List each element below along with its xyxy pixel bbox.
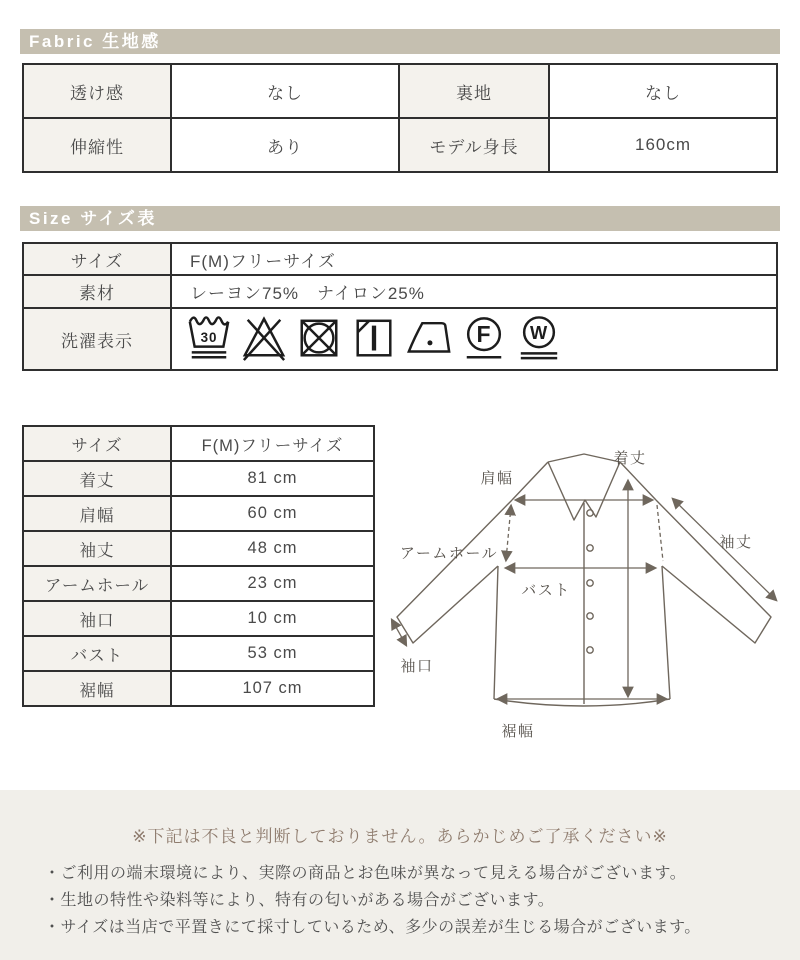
meas-value-sleeve: 48 cm: [171, 531, 374, 566]
table-row: [23, 275, 777, 308]
do-not-tumble-dry-icon: [296, 312, 342, 366]
disclaimer-item: ・ご利用の端末環境により、実際の商品とお色味が異なって見える場合がございます。: [44, 865, 687, 882]
wet-clean-w-icon: [516, 312, 562, 366]
wash-care-icons: [186, 312, 776, 366]
meas-value-bust: 53 cm: [171, 636, 374, 671]
diagram-label-sleeve: 袖丈: [719, 534, 753, 551]
table-row: [23, 308, 777, 370]
diagram-label-length: 着丈: [613, 450, 647, 467]
wash-30-gentle-icon: [186, 312, 232, 366]
meas-value-shoulder: 60 cm: [171, 496, 374, 531]
meas-value-armhole: 23 cm: [171, 566, 374, 601]
meas-label-length: 着丈: [23, 461, 171, 496]
table-row: [23, 243, 777, 275]
table-row: [23, 531, 374, 566]
meas-value-cuff: 10 cm: [171, 601, 374, 636]
diagram-label-shoulder: 肩幅: [480, 470, 514, 487]
fabric-table: [22, 63, 778, 173]
fabric-value-model-height: 160cm: [549, 118, 777, 172]
care-symbols-cell: [171, 308, 777, 370]
material-label: 素材: [23, 275, 171, 308]
fabric-value-sheerness: なし: [171, 64, 399, 118]
size-section-header: Size サイズ表: [20, 206, 780, 231]
table-row: [23, 566, 374, 601]
disclaimer-item: ・生地の特性や染料等により、特有の匂いがある場合がございます。: [44, 892, 555, 909]
meas-label-hem: 裾幅: [23, 671, 171, 706]
fabric-section-header: Fabric 生地感: [20, 29, 780, 54]
table-row: [23, 496, 374, 531]
meas-label-sleeve: 袖丈: [23, 531, 171, 566]
table-row: [23, 461, 374, 496]
size-label: サイズ: [23, 243, 171, 275]
fabric-label-model-height: モデル身長: [399, 118, 549, 172]
measurements-table: [22, 425, 375, 707]
table-row: [23, 601, 374, 636]
disclaimer-section: [0, 790, 800, 960]
diagram-label-cuff: 袖口: [400, 658, 434, 675]
meas-label-bust: バスト: [23, 636, 171, 671]
dry-in-shade-icon: [351, 312, 397, 366]
meas-header-label: サイズ: [23, 426, 171, 461]
table-row: [23, 636, 374, 671]
table-row: [23, 118, 777, 172]
do-not-bleach-icon: [241, 312, 287, 366]
diagram-label-hem: 裾幅: [501, 723, 535, 740]
diagram-labels: [400, 450, 753, 740]
meas-value-hem: 107 cm: [171, 671, 374, 706]
meas-header-value: F(M)フリーサイズ: [171, 426, 374, 461]
care-label: 洗濯表示: [23, 308, 171, 370]
disclaimer-list: [0, 860, 800, 941]
table-row: [23, 64, 777, 118]
meas-label-armhole: アームホール: [23, 566, 171, 601]
table-row: [23, 426, 374, 461]
fabric-label-lining: 裏地: [399, 64, 549, 118]
fabric-value-lining: なし: [549, 64, 777, 118]
dry-clean-f-icon: [461, 312, 507, 366]
diagram-label-armhole: アームホール: [399, 545, 499, 562]
size-info-table: [22, 242, 778, 371]
shirt-measurement-diagram: [378, 428, 800, 762]
diagram-label-bust: バスト: [521, 582, 571, 599]
disclaimer-item: ・サイズは当店で平置きにて採寸しているため、多少の誤差が生じる場合がございます。: [44, 919, 701, 936]
size-value: F(M)フリーサイズ: [171, 243, 777, 275]
meas-value-length: 81 cm: [171, 461, 374, 496]
shirt-outline: [397, 454, 771, 706]
iron-low-icon: [406, 312, 452, 366]
meas-label-shoulder: 肩幅: [23, 496, 171, 531]
table-row: [23, 671, 374, 706]
material-value: レーヨン75% ナイロン25%: [171, 275, 777, 308]
fabric-label-stretch: 伸縮性: [23, 118, 171, 172]
meas-label-cuff: 袖口: [23, 601, 171, 636]
fabric-label-sheerness: 透け感: [23, 64, 171, 118]
fabric-value-stretch: あり: [171, 118, 399, 172]
disclaimer-title: ※下記は不良と判断しておりません。あらかじめご了承ください※: [132, 827, 668, 846]
